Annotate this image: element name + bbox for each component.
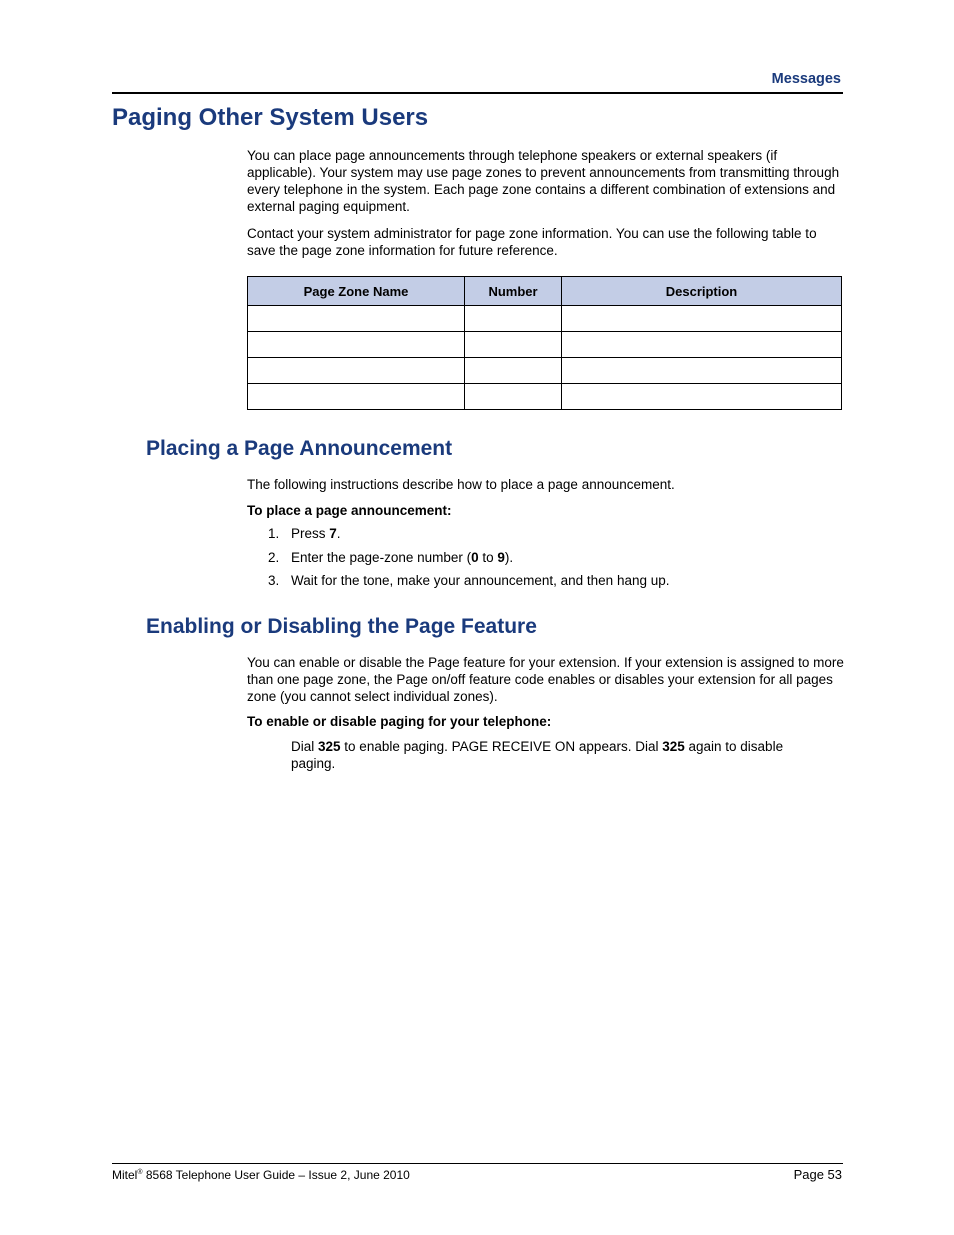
table-cell (562, 306, 842, 332)
step-number: 1. (268, 526, 280, 541)
registered-mark: ® (137, 1169, 143, 1176)
step-number: 2. (268, 549, 280, 565)
table-header-row (248, 277, 842, 306)
table-cell (248, 332, 465, 358)
feature-code: 325 (662, 739, 685, 754)
step-text: Wait for the tone, make your announcement, and then hang up. (291, 573, 670, 588)
footer-document-title: 8568 Telephone User Guide – Issue 2, June 2010 (142, 1168, 410, 1182)
page-title: Paging Other System Users (112, 104, 429, 131)
list-item (268, 524, 670, 548)
step-text: ). (504, 549, 514, 565)
step-key: 9 (497, 549, 505, 565)
table-cell (248, 306, 465, 332)
table-cell (562, 358, 842, 384)
section-title-enabling: Enabling or Disabling the Page Feature (146, 615, 537, 638)
list-item (268, 548, 670, 572)
placing-procedure-title: To place a page announcement: (247, 503, 452, 518)
footer-document-info (112, 1168, 410, 1182)
placing-intro: The following instructions describe how to place a page announcement. (247, 477, 675, 492)
footer-rule (112, 1163, 843, 1164)
step-text: . (336, 526, 341, 541)
table-cell (248, 384, 465, 410)
step-text: Dial (291, 739, 319, 754)
step-text: to enable paging. PAGE RECEIVE ON appears. Dial (340, 739, 663, 754)
step-text: Enter the page-zone number ( (291, 549, 472, 565)
column-header-description: Description (562, 277, 842, 306)
column-header-zone-name: Page Zone Name (248, 277, 465, 306)
footer-brand: Mitel (112, 1168, 138, 1182)
enabling-procedure-title: To enable or disable paging for your telephone: (247, 714, 552, 729)
enabling-step (291, 738, 821, 772)
table-cell (465, 384, 562, 410)
list-item (268, 571, 670, 595)
header-rule (112, 92, 843, 94)
page-zone-table (247, 276, 842, 410)
table-row (248, 358, 842, 384)
section-title-placing: Placing a Page Announcement (146, 437, 453, 460)
table-cell (465, 306, 562, 332)
table-cell (562, 384, 842, 410)
step-text: to (478, 549, 498, 565)
step-text: Press (291, 526, 330, 541)
placing-steps-list (268, 524, 670, 595)
intro-paragraph-1: You can place page announcements through telephone speakers or external speakers (if applicable). Your system may use page zones to prevent announcements from transmitting through every telephone in the system. Each page zone contains a different combination of extensions and external paging equipment. (247, 148, 840, 214)
table-cell (248, 358, 465, 384)
feature-code: 325 (318, 739, 341, 754)
table-row (248, 306, 842, 332)
table-cell (562, 332, 842, 358)
table-row (248, 332, 842, 358)
step-key: 7 (329, 526, 337, 541)
column-header-number: Number (465, 277, 562, 306)
intro-paragraph-2: Contact your system administrator for page zone information. You can use the following table to save the page zone information for future reference. (247, 226, 817, 258)
header-section-label: Messages (771, 71, 841, 87)
table-cell (465, 332, 562, 358)
table-cell (465, 358, 562, 384)
step-key: 0 (471, 549, 479, 565)
page-number: Page 53 (793, 1167, 842, 1182)
step-number: 3. (268, 573, 280, 588)
table-row (248, 384, 842, 410)
step-text: again to disable paging. (291, 739, 784, 771)
enabling-intro: You can enable or disable the Page feature for your extension. If your extension is assigned to more than one page zone, the Page on/off feature code enables or disables your extension for all pages zone (you cannot select individual zones). (247, 655, 844, 704)
